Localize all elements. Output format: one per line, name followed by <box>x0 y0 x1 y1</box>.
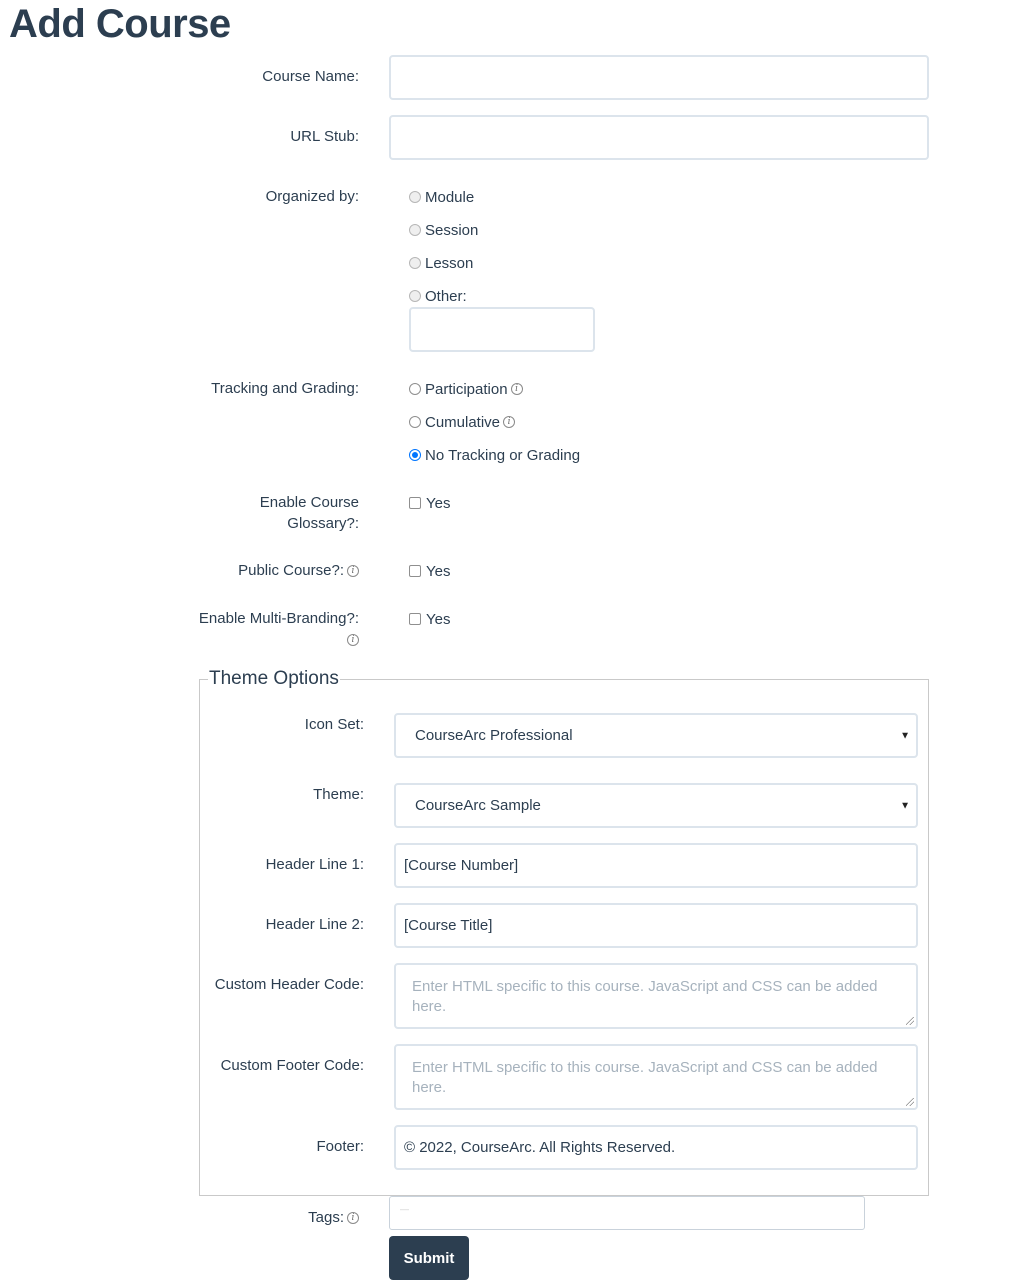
tracking-participation-option[interactable] <box>409 379 523 399</box>
info-icon[interactable]: i <box>503 416 515 428</box>
theme-options-legend: Theme Options <box>209 668 339 689</box>
glossary-label <box>260 492 359 534</box>
glossary-label-line2: Glossary?: <box>287 515 359 532</box>
resize-handle-icon[interactable] <box>906 1017 914 1025</box>
info-icon[interactable]: i <box>511 383 523 395</box>
radio-button[interactable] <box>409 191 421 203</box>
radio-button[interactable] <box>409 224 421 236</box>
icon-set-select[interactable] <box>394 713 918 758</box>
tracking-none-option[interactable] <box>409 445 580 465</box>
public-course-label <box>238 560 359 581</box>
multi-branding-label <box>199 608 359 650</box>
header-line-2-label: Header Line 2: <box>265 916 364 933</box>
course-name-label: Course Name: <box>262 68 359 85</box>
footer-input[interactable]: © 2022, CourseArc. All Rights Reserved. <box>394 1125 918 1170</box>
public-course-checkbox-row[interactable] <box>409 561 450 581</box>
session-option-label: Session <box>425 221 479 239</box>
radio-button[interactable] <box>409 257 421 269</box>
course-name-input[interactable] <box>389 55 929 100</box>
theme-selected-value: CourseArc Sample <box>415 797 541 814</box>
organized-by-other-option[interactable] <box>409 286 467 306</box>
custom-footer-code-label: Custom Footer Code: <box>220 1057 364 1074</box>
theme-select[interactable] <box>394 783 918 828</box>
radio-button[interactable] <box>409 416 421 428</box>
url-stub-label: URL Stub: <box>290 128 359 145</box>
module-option-label: Module <box>425 188 475 206</box>
footer-label: Footer: <box>316 1138 364 1155</box>
tags-input-cursor: — <box>400 1204 409 1214</box>
no-tracking-option-label: No Tracking or Grading <box>425 446 581 464</box>
custom-header-code-label: Custom Header Code: <box>214 976 364 993</box>
multi-branding-label-text: Enable Multi-Branding?: <box>198 610 359 627</box>
url-stub-input[interactable] <box>389 115 929 160</box>
radio-button[interactable] <box>409 383 421 395</box>
info-icon[interactable]: i <box>347 1212 359 1224</box>
header-line-2-input[interactable]: [Course Title] <box>394 903 918 948</box>
multi-branding-checkbox-row[interactable] <box>409 609 450 629</box>
tags-input[interactable] <box>389 1196 865 1230</box>
resize-handle-icon[interactable] <box>906 1098 914 1106</box>
glossary-yes-label: Yes <box>426 494 451 512</box>
custom-footer-placeholder: Enter HTML specific to this course. JavaScript and CSS can be added here. <box>412 1059 878 1096</box>
header-line-1-input[interactable]: [Course Number] <box>394 843 918 888</box>
multi-branding-yes-label: Yes <box>426 610 451 628</box>
custom-header-placeholder: Enter HTML specific to this course. JavaScript and CSS can be added here. <box>412 978 878 1015</box>
multi-branding-checkbox[interactable] <box>409 613 421 625</box>
organized-by-module-option[interactable] <box>409 187 474 207</box>
cumulative-option-label: Cumulative <box>425 413 501 431</box>
glossary-label-line1: Enable Course <box>259 494 359 511</box>
caret-down-icon: ▼ <box>900 730 910 741</box>
tags-label <box>308 1207 359 1228</box>
organized-by-lesson-option[interactable] <box>409 253 473 273</box>
page-title: Add Course <box>9 2 231 46</box>
glossary-checkbox[interactable] <box>409 497 421 509</box>
public-course-checkbox[interactable] <box>409 565 421 577</box>
info-icon[interactable]: i <box>347 565 359 577</box>
caret-down-icon: ▼ <box>900 800 910 811</box>
tracking-cumulative-option[interactable] <box>409 412 515 432</box>
tracking-grading-label: Tracking and Grading: <box>211 380 359 397</box>
glossary-checkbox-row[interactable] <box>409 493 450 513</box>
other-option-label: Other: <box>425 287 467 305</box>
tags-label-text: Tags: <box>308 1209 344 1226</box>
info-icon[interactable]: i <box>347 634 359 646</box>
custom-footer-code-textarea[interactable] <box>394 1044 918 1110</box>
public-course-yes-label: Yes <box>426 562 451 580</box>
participation-option-label: Participation <box>425 380 508 398</box>
radio-button[interactable] <box>409 290 421 302</box>
organized-by-other-input[interactable] <box>409 307 595 352</box>
organized-by-label: Organized by: <box>265 188 359 205</box>
public-course-label-text: Public Course?: <box>238 562 344 579</box>
custom-header-code-textarea[interactable] <box>394 963 918 1029</box>
theme-label: Theme: <box>313 786 364 803</box>
header-line-1-label: Header Line 1: <box>265 856 364 873</box>
icon-set-label: Icon Set: <box>304 716 364 733</box>
radio-button-selected[interactable] <box>409 449 421 461</box>
organized-by-session-option[interactable] <box>409 220 478 240</box>
lesson-option-label: Lesson <box>425 254 474 272</box>
submit-button[interactable]: Submit <box>389 1236 469 1280</box>
icon-set-selected-value: CourseArc Professional <box>415 727 573 744</box>
